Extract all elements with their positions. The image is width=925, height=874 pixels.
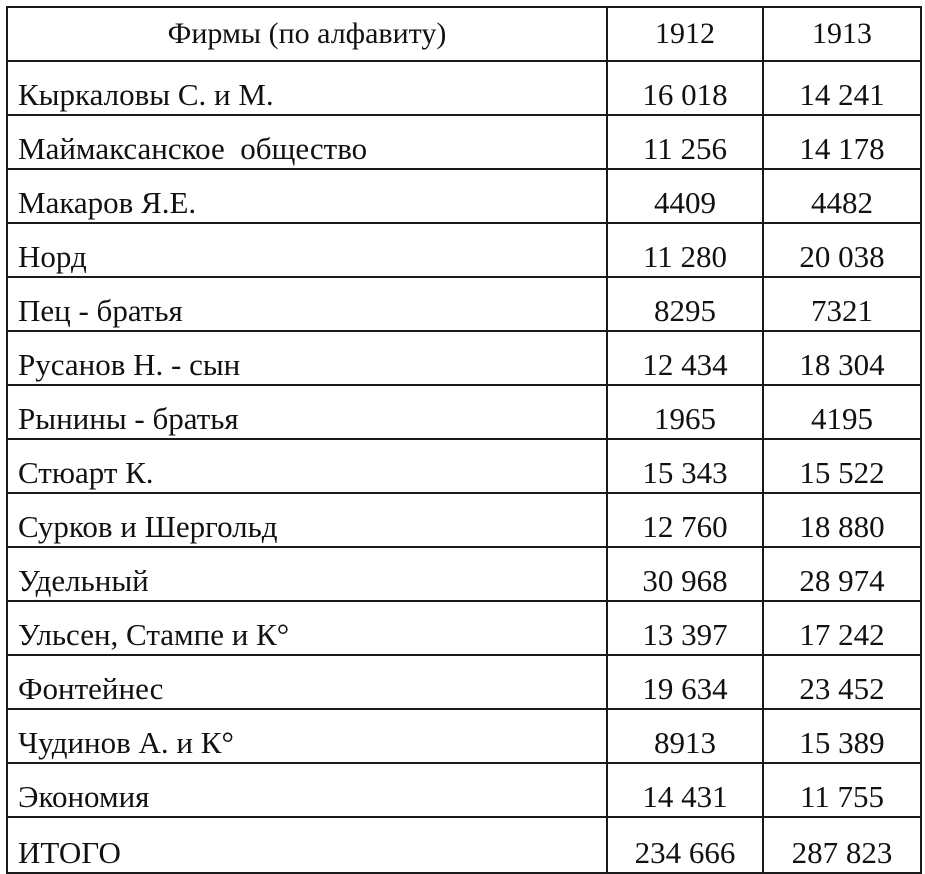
table-row — [7, 547, 921, 601]
value-1913: 4195 — [763, 385, 921, 439]
total-row — [7, 817, 921, 873]
value-1912: 14 431 — [607, 763, 763, 817]
value-1912: 12 760 — [607, 493, 763, 547]
total-1912: 234 666 — [607, 817, 763, 873]
value-1913: 11 755 — [763, 763, 921, 817]
header-year-1912: 1912 — [607, 7, 763, 61]
firm-name: Русанов Н. - сын — [7, 331, 607, 385]
firm-name: Удельный — [7, 547, 607, 601]
value-1913: 23 452 — [763, 655, 921, 709]
value-1912: 11 256 — [607, 115, 763, 169]
header-year-1913: 1913 — [763, 7, 921, 61]
total-label: ИТОГО — [7, 817, 607, 873]
table-row — [7, 385, 921, 439]
value-1913: 7321 — [763, 277, 921, 331]
firm-name: Стюарт К. — [7, 439, 607, 493]
total-1913: 287 823 — [763, 817, 921, 873]
table-row — [7, 601, 921, 655]
value-1912: 1965 — [607, 385, 763, 439]
firm-name: Фонтейнес — [7, 655, 607, 709]
value-1913: 20 038 — [763, 223, 921, 277]
value-1913: 4482 — [763, 169, 921, 223]
value-1912: 15 343 — [607, 439, 763, 493]
value-1912: 11 280 — [607, 223, 763, 277]
value-1912: 4409 — [607, 169, 763, 223]
firm-name: Пец - братья — [7, 277, 607, 331]
firm-name: Экономия — [7, 763, 607, 817]
table-row — [7, 223, 921, 277]
table-row — [7, 169, 921, 223]
table-row — [7, 709, 921, 763]
table-row — [7, 115, 921, 169]
value-1913: 18 304 — [763, 331, 921, 385]
value-1912: 8913 — [607, 709, 763, 763]
value-1913: 14 178 — [763, 115, 921, 169]
firm-name: Кыркаловы С. и М. — [7, 61, 607, 115]
value-1912: 13 397 — [607, 601, 763, 655]
firm-name: Сурков и Шергольд — [7, 493, 607, 547]
table-row — [7, 763, 921, 817]
value-1913: 14 241 — [763, 61, 921, 115]
value-1912: 12 434 — [607, 331, 763, 385]
table-row — [7, 61, 921, 115]
firm-name: Чудинов А. и К° — [7, 709, 607, 763]
firm-name: Макаров Я.Е. — [7, 169, 607, 223]
firm-name: Норд — [7, 223, 607, 277]
document-sheet — [6, 6, 920, 874]
value-1913: 15 522 — [763, 439, 921, 493]
value-1912: 16 018 — [607, 61, 763, 115]
table-row — [7, 439, 921, 493]
header-firm: Фирмы (по алфавиту) — [7, 7, 607, 61]
value-1913: 15 389 — [763, 709, 921, 763]
firm-name: Маймаксанское общество — [7, 115, 607, 169]
value-1912: 8295 — [607, 277, 763, 331]
value-1913: 18 880 — [763, 493, 921, 547]
table-header-row — [7, 7, 921, 61]
value-1912: 19 634 — [607, 655, 763, 709]
value-1912: 30 968 — [607, 547, 763, 601]
value-1913: 17 242 — [763, 601, 921, 655]
value-1913: 28 974 — [763, 547, 921, 601]
table-row — [7, 655, 921, 709]
table-row — [7, 277, 921, 331]
table-row — [7, 331, 921, 385]
firm-name: Рынины - братья — [7, 385, 607, 439]
firm-name: Ульсен, Стампе и К° — [7, 601, 607, 655]
firms-table — [6, 6, 922, 874]
table-row — [7, 493, 921, 547]
